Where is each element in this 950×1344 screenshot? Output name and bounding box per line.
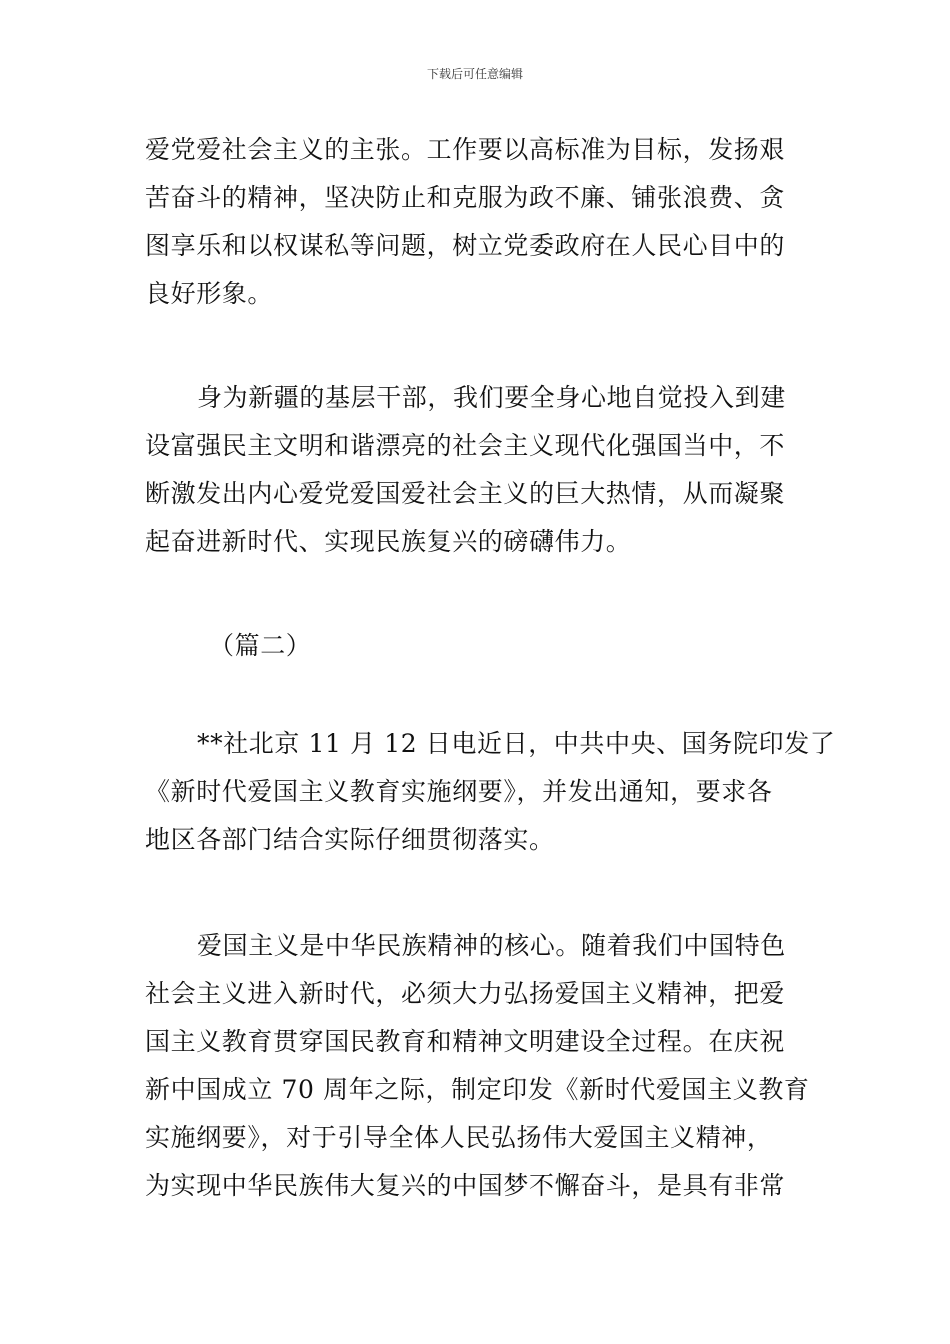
header-note: 下载后可任意编辑 <box>426 67 523 81</box>
paragraph-line: 实施纲要》，对于引导全体人民弘扬伟大爱国主义精神， <box>145 1123 773 1152</box>
paragraph-line: **社北京 11 月 12 日电近日，中共中央、国务院印发了 <box>197 729 836 758</box>
paragraph-line: 为实现中华民族伟大复兴的中国梦不懈奋斗，是具有非常 <box>145 1171 786 1200</box>
paragraph-line: 爱国主义是中华民族精神的核心。随着我们中国特色 <box>197 931 786 960</box>
paragraph-line: 身为新疆的基层干部，我们要全身心地自觉投入到建 <box>197 383 786 412</box>
paragraph-line: 良好形象。 <box>145 279 274 308</box>
paragraph-1 <box>145 126 815 318</box>
paragraph-line: 图享乐和以权谋私等问题，树立党委政府在人民心目中的 <box>145 231 786 260</box>
paragraph-line: 设富强民主文明和谐漂亮的社会主义现代化强国当中，不 <box>145 431 786 460</box>
paragraph-4 <box>145 922 815 1210</box>
paragraph-line: 断激发出内心爱党爱国爱社会主义的巨大热情，从而凝聚 <box>145 479 786 508</box>
paragraph-line: 社会主义进入新时代，必须大力弘扬爱国主义精神，把爱 <box>145 979 786 1008</box>
paragraph-2 <box>145 374 815 566</box>
paragraph-line: 起奋进新时代、实现民族复兴的磅礴伟力。 <box>145 527 632 556</box>
paragraph-3 <box>145 720 836 864</box>
paragraph-line: 苦奋斗的精神，坚决防止和克服为政不廉、铺张浪费、贪 <box>145 183 786 212</box>
section-heading <box>145 622 815 670</box>
paragraph-line: 《新时代爱国主义教育实施纲要》，并发出通知，要求各 <box>145 777 773 806</box>
paragraph-line: 爱党爱社会主义的主张。工作要以高标准为目标，发扬艰 <box>145 135 786 164</box>
paragraph-line: 地区各部门结合实际仔细贯彻落实。 <box>145 825 555 854</box>
section-heading-text: （篇二） <box>209 631 312 660</box>
paragraph-line: 新中国成立 70 周年之际，制定印发《新时代爱国主义教育 <box>145 1075 810 1104</box>
paragraph-line: 国主义教育贯穿国民教育和精神文明建设全过程。在庆祝 <box>145 1027 786 1056</box>
